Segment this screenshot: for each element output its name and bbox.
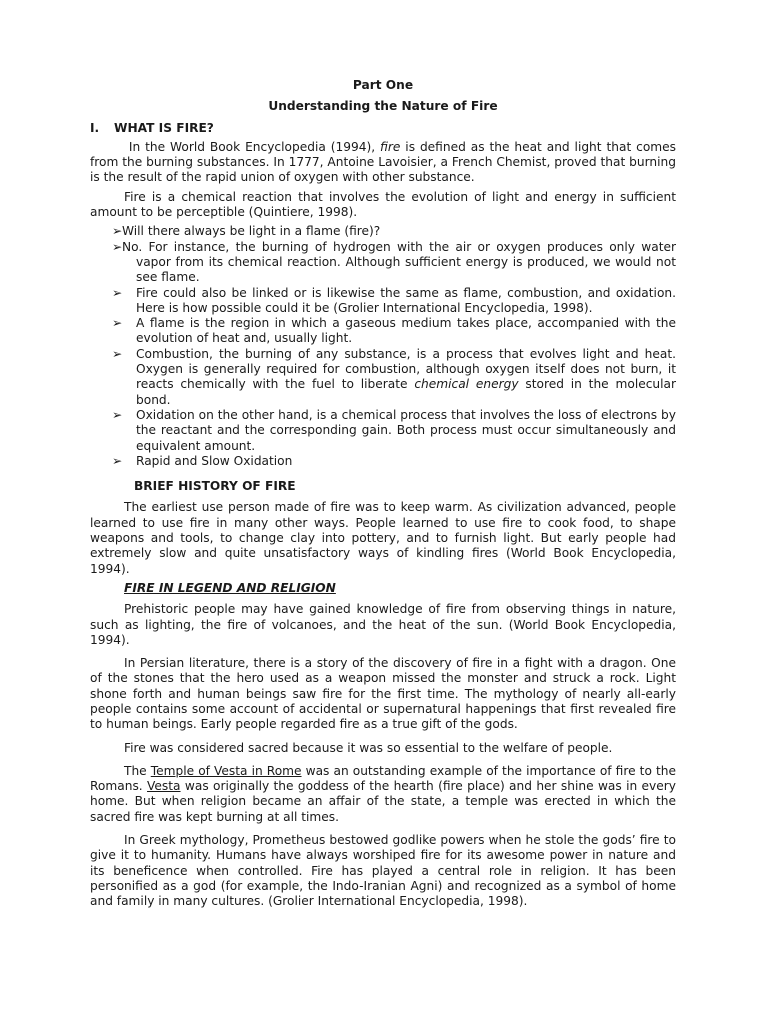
legend-heading: FIRE IN LEGEND AND RELIGION xyxy=(124,580,336,595)
paragraph-sacred: Fire was considered sacred because it was so essential to the welfare of people. xyxy=(124,740,613,755)
arrow-bullet-icon: ➢ xyxy=(112,239,123,254)
list-item-text: Rapid and Slow Oxidation xyxy=(136,453,293,468)
paragraph-text: was originally the goddess of the hearth (fire place) and her shine was in every home. But when religion became an affair of the state, a temple was erected in which the sacred fire was kept burning at all times. xyxy=(90,779,676,824)
underlined-temple-of-vesta: Temple of Vesta in Rome xyxy=(150,763,302,778)
emphasis-chemical-energy: chemical energy xyxy=(414,377,519,392)
list-item-text: A flame is the region in which a gaseous medium takes place, accompanied with the evolution of heat and, usually light. xyxy=(136,316,676,346)
paragraph-text: is defined as the heat and light that comes from the burning substances. In 1777, Antoine Lavoisier, a French Chemist, proved that burning is the result of the rapid union of oxygen with other substance. xyxy=(90,139,676,185)
paragraph-chemical-reaction: Fire is a chemical reaction that involves the evolution of light and energy in sufficient amount to be perceptible (Quintiere, 1998). xyxy=(90,189,676,220)
paragraph-history: The earliest use person made of fire was to keep warm. As civilization advanced, people learned to use fire in many other ways. People learned to use fire to cook food, to shape weapons and tools, to change clay into pottery, and to furnish light. But early people had extremely slow and quite unsatisfactory ways of kindling fires (World Book Encyclopedia, 1994). xyxy=(90,500,676,576)
part-heading: Part One xyxy=(352,78,414,92)
list-item xyxy=(112,408,676,454)
list-item xyxy=(112,224,676,239)
paragraph-text: The xyxy=(124,763,151,778)
section-title: WHAT IS FIRE? xyxy=(114,120,214,135)
list-item-text: Fire could also be linked or is likewise the same as flame, combustion, and oxidation. Here is how possible could it be (Grolier International Encyclopedia, 1998). xyxy=(136,285,676,315)
paragraph-vesta xyxy=(90,764,676,825)
list-item xyxy=(112,286,676,317)
arrow-bullet-icon: ➢ xyxy=(112,346,123,361)
list-item-text: Will there always be light in a flame (fire)? xyxy=(122,224,381,239)
arrow-bullet-icon: ➢ xyxy=(112,407,123,422)
underlined-vesta: Vesta xyxy=(147,779,181,794)
list-item-text: stored in the molecular bond. xyxy=(136,377,676,407)
paragraph-text: was an outstanding example of the importance of fire to the Romans. xyxy=(90,763,676,794)
bullet-list xyxy=(90,224,676,469)
section-number: I. xyxy=(90,120,100,135)
list-item-text: No. For instance, the burning of hydrogen with the air or oxygen produces only water vapor from its chemical reaction. Although sufficient energy is produced, we would not see flame. xyxy=(122,239,676,285)
section-heading xyxy=(90,121,676,136)
list-item xyxy=(112,316,676,347)
arrow-bullet-icon: ➢ xyxy=(112,285,123,300)
list-item xyxy=(112,240,676,286)
arrow-bullet-icon: ➢ xyxy=(112,224,123,239)
list-item xyxy=(112,347,676,408)
list-item-text: Combustion, the burning of any substance, is a process that evolves light and heat. Oxygen is generally required for combustion, although oxygen itself does not burn, it reacts chemically with the fuel to liberate xyxy=(136,346,676,392)
arrow-bullet-icon: ➢ xyxy=(112,453,123,468)
arrow-bullet-icon: ➢ xyxy=(112,316,123,331)
paragraph-prometheus: In Greek mythology, Prometheus bestowed godlike powers when he stole the gods’ fire to give it to humanity. Humans have always worshiped fire for its awesome power in nature and its beneficence when controlled. Fire has played a central role in religion. It has been personified as a god (for example, the Indo-Iranian Agni) and recognized as a symbol of home and family in many cultures. (Grolier International Encyclopedia, 1998). xyxy=(90,833,676,909)
list-item-text: Oxidation on the other hand, is a chemical process that involves the loss of electrons by the reactant and the corresponding gain. Both process must occur simultaneously and equivalent amount. xyxy=(136,407,676,453)
emphasis-fire: fire xyxy=(380,139,401,154)
history-heading: BRIEF HISTORY OF FIRE xyxy=(134,479,296,494)
paragraph-fire-definition xyxy=(90,140,676,186)
paragraph-text: In the World Book Encyclopedia (1994), xyxy=(128,139,381,154)
list-item xyxy=(112,454,676,469)
paragraph-persian: In Persian literature, there is a story of the discovery of fire in a fight with a dragon. One of the stones that the hero used as a weapon missed the monster and struck a rock. Light shone forth and human beings saw fire for the first time. The mythology of nearly all-early people contains some account of accidental or supernatural happenings that first revealed fire to human beings. Early people regarded fire as a true gift of the gods. xyxy=(90,656,676,732)
part-subtitle: Understanding the Nature of Fire xyxy=(268,99,498,114)
document-page xyxy=(90,78,676,914)
paragraph-prehistoric: Prehistoric people may have gained knowledge of fire from observing things in nature, such as lighting, the fire of volcanoes, and the heat of the sun. (World Book Encyclopedia, 1994). xyxy=(90,602,676,647)
